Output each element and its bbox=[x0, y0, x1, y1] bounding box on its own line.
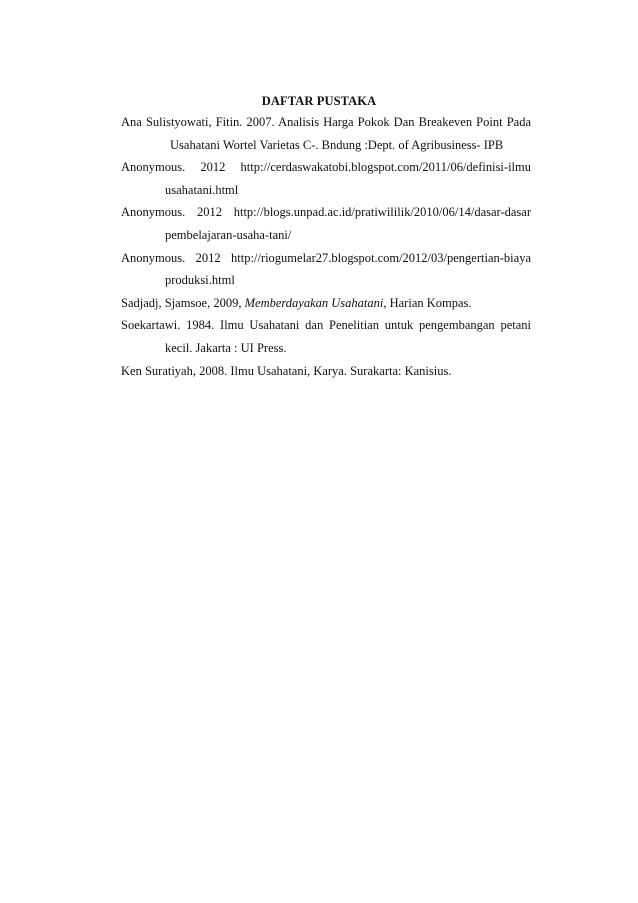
reference-text-author: Sadjadj, Sjamsoe, 2009, bbox=[121, 295, 245, 310]
reference-text: Ana Sulistyowati, Fitin. 2007. Analisis Harga Pokok Dan Breakeven Point Pada Usahatani Wortel Varietas C-. Bndung :Dept. of Agribusiness- IPB bbox=[121, 115, 531, 152]
reference-item bbox=[121, 314, 531, 359]
reference-text: Anonymous. 2012 http://riogumelar27.blogspot.com/2012/03/pengertian-biaya produksi.html bbox=[121, 250, 531, 288]
reference-list bbox=[121, 111, 531, 382]
reference-item bbox=[121, 247, 531, 292]
reference-text-title: Memberdayakan Usahatani, bbox=[244, 295, 387, 310]
reference-text: Anonymous. 2012 http://cerdaswakatobi.blogspot.com/2011/06/definisi-ilmu usahatani.html bbox=[121, 160, 531, 197]
page-title: DAFTAR PUSTAKA bbox=[261, 94, 377, 108]
reference-item bbox=[121, 201, 531, 246]
reference-text: Anonymous. 2012 http://blogs.unpad.ac.id/pratiwililik/2010/06/14/dasar-dasar pembelajaran-usaha-tani/ bbox=[121, 205, 531, 242]
reference-text-publisher: Harian Kompas. bbox=[386, 295, 472, 310]
reference-item bbox=[121, 111, 531, 156]
reference-text: Ken Suratiyah, 2008. Ilmu Usahatani, Karya. Surakarta: Kanisius. bbox=[121, 363, 452, 378]
reference-text: Soekartawi. 1984. Ilmu Usahatani dan Penelitian untuk pengembangan petani kecil. Jakarta : UI Press. bbox=[121, 318, 531, 355]
reference-item bbox=[121, 360, 531, 383]
reference-item bbox=[121, 292, 531, 315]
reference-item bbox=[121, 156, 531, 201]
